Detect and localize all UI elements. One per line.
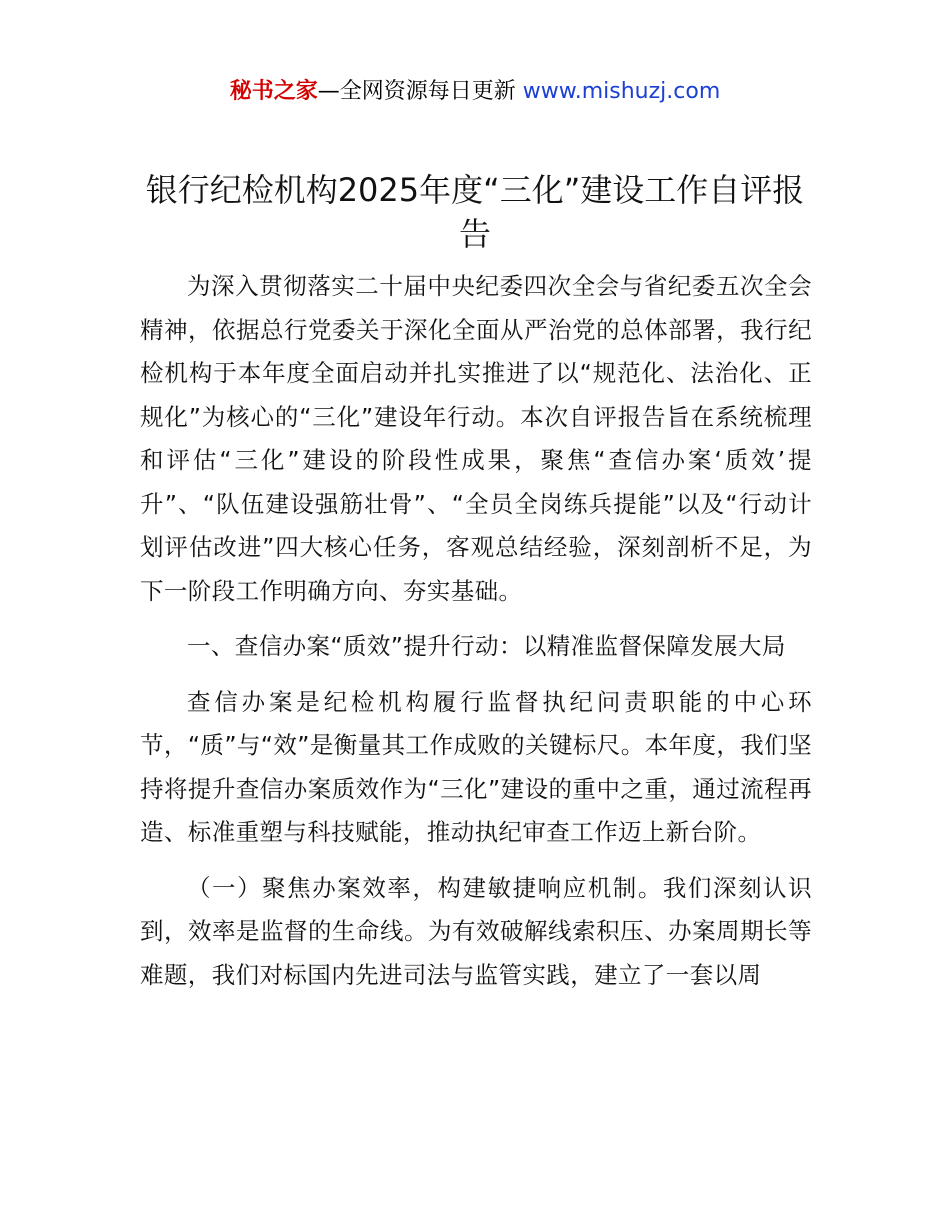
site-url-link[interactable]: www.mishuzj.com xyxy=(522,79,721,104)
section-heading-1: 一、查信办案“质效”提升行动：以精准监督保障发展大局 xyxy=(187,632,786,660)
site-brand: 秘书之家 xyxy=(229,79,318,104)
document-title: 银行纪检机构2025年度“三化”建设工作自评报告 xyxy=(145,171,805,253)
paragraph-section-1: 查信办案是纪检机构履行监督执纪问责职能的中心环节，“质”与“效”是衡量其工作成败的关键标尺。本年度，我们坚持将提升查信办案质效作为“三化”建设的重中之重，通过流程再造、标准重塑与科技赋能，推动执纪审查工作迈上新台阶。 xyxy=(140,687,812,846)
paragraph-intro: 为深入贯彻落实二十届中央纪委四次全会与省纪委五次全会精神，依据总行党委关于深化全面从严治党的总体部署，我行纪检机构于本年度全面启动并扎实推进了以“规范化、法治化、正规化”为核心的“三化”建设年行动。本次自评报告旨在系统梳理和评估“三化”建设的阶段性成果，聚焦“查信办案‘质效’提升”、“队伍建设强筋壮骨”、“全员全岗练兵提能”以及“行动计划评估改进”四大核心任务，客观总结经验，深刻剖析不足，为下一阶段工作明确方向、夯实基础。 xyxy=(140,272,812,605)
site-header xyxy=(0,76,950,108)
paragraph-subsection-1: （一）聚焦办案效率，构建敏捷响应机制。我们深刻认识到，效率是监督的生命线。为有效破解线索积压、办案周期长等难题，我们对标国内先进司法与监管实践，建立了一套以周 xyxy=(140,873,812,989)
document-body xyxy=(140,265,812,1009)
site-tagline: —全网资源每日更新 xyxy=(317,79,523,104)
